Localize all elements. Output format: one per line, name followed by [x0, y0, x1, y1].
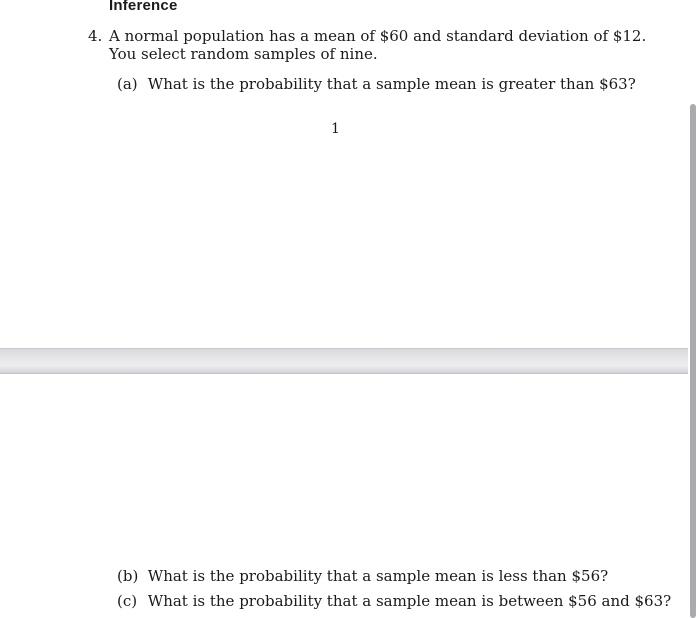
part-c-text: What is the probability that a sample mean is between $56 and $63?: [147, 592, 672, 610]
section-heading: Inference: [109, 0, 178, 14]
part-c-label: (c): [117, 592, 138, 610]
page-number: 1: [331, 121, 340, 137]
part-b-label: (b): [117, 567, 139, 585]
part-b-text: What is the probability that a sample mean is less than $56?: [147, 567, 609, 585]
page-break-separator: [0, 348, 700, 374]
question-number: 4.: [88, 27, 103, 45]
question-part-b: [117, 567, 608, 585]
part-a-text: What is the probability that a sample mean is greater than $63?: [147, 75, 636, 93]
question-part-a: [117, 75, 636, 93]
vertical-scrollbar[interactable]: [688, 0, 700, 618]
question-part-c: [117, 592, 671, 610]
scrollbar-thumb[interactable]: [690, 104, 696, 618]
question-text-line-2: You select random samples of nine.: [109, 45, 378, 63]
question-text-line-1: A normal population has a mean of $60 and standard deviation of $12.: [109, 27, 647, 45]
part-a-label: (a): [117, 75, 138, 93]
